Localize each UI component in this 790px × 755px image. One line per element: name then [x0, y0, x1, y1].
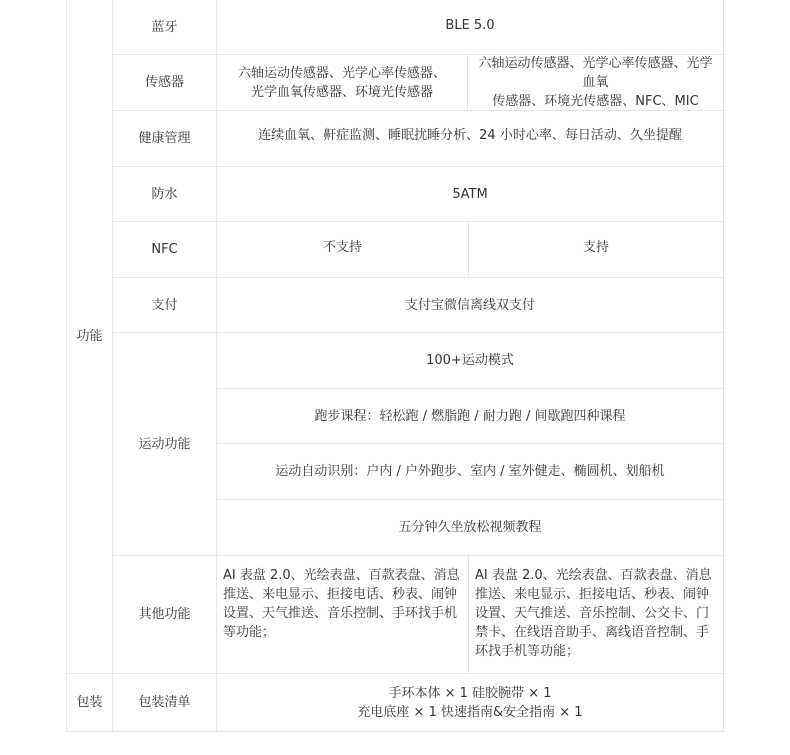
- row-value-sports-1: [217, 333, 724, 389]
- value-text: 连续血氧、鼾症监测、睡眠扰睡分析、24 小时心率、每日活动、久坐提醒: [258, 128, 682, 143]
- value-line: 光学血氧传感器、环境光传感器: [250, 84, 433, 100]
- category-packaging-label: 包装: [76, 695, 103, 710]
- label-text: 蓝牙: [151, 19, 178, 35]
- row-value-sports-4: [217, 500, 724, 556]
- value-line: 手环本体 × 1 硅胶腕带 × 1: [388, 685, 552, 701]
- label-text: 支付: [151, 297, 178, 313]
- row-value-sports-3: [217, 444, 724, 500]
- value-line: 推送、来电显示、拒接电话、秒表、闹钟: [223, 587, 458, 602]
- value-line: 设置、天气推送、音乐控制、手环找手机: [223, 606, 458, 621]
- row-value-other-right: [469, 556, 724, 674]
- label-text: 传感器: [144, 75, 184, 90]
- value-line: 六轴运动传感器、光学心率传感器、光学血氧: [478, 56, 713, 90]
- row-value-package-list: [217, 674, 724, 732]
- row-label-package-list: [113, 674, 217, 732]
- value-text: 跑步课程：轻松跑 / 燃脂跑 / 耐力跑 / 间歇跑四种课程: [314, 408, 626, 424]
- value-line: AI 表盘 2.0、光绘表盘、百款表盘、消息: [475, 568, 712, 583]
- row-value-payment: [217, 278, 724, 333]
- label-text: 其他功能: [138, 607, 191, 622]
- value-text: 不支持: [322, 240, 362, 255]
- row-value-waterproof: [217, 167, 724, 222]
- value-line: 推送、来电显示、拒接电话、秒表、闹钟: [475, 587, 710, 602]
- row-value-bluetooth: [217, 0, 724, 55]
- value-text: 运动自动识别：户内 / 户外跑步、室内 / 室外健走、椭圆机、划船机: [275, 464, 665, 479]
- row-label-payment: [113, 278, 217, 333]
- value-text: 100+运动模式: [426, 353, 514, 368]
- value-line: 六轴运动传感器、光学心率传感器、: [237, 65, 446, 81]
- label-text: 包装清单: [138, 695, 191, 710]
- row-value-sensors-right: [468, 55, 724, 111]
- value-line: 充电底座 × 1 快速指南&安全指南 × 1: [357, 704, 583, 720]
- value-line: 设置、天气推送、音乐控制、公交卡、门: [475, 606, 710, 621]
- row-value-nfc-right: [469, 222, 724, 278]
- row-value-nfc-left: [217, 222, 469, 278]
- row-label-waterproof: [113, 167, 217, 222]
- row-label-other: [113, 556, 217, 674]
- value-line: 环找手机等功能；: [475, 644, 580, 659]
- row-label-bluetooth: [113, 0, 217, 55]
- value-text: BLE 5.0: [445, 17, 495, 33]
- value-text: 支持: [582, 240, 609, 255]
- row-value-other-left: [217, 556, 469, 674]
- row-label-sports: [113, 333, 217, 556]
- category-function: [67, 0, 113, 674]
- label-text: NFC: [151, 242, 178, 257]
- category-packaging: [67, 674, 113, 732]
- value-line: 等功能；: [223, 625, 276, 640]
- row-value-health: [217, 111, 724, 167]
- label-text: 健康管理: [138, 131, 191, 146]
- value-text: 5ATM: [452, 186, 488, 202]
- value-line: 禁卡、在线语音助手、离线语音控制、手: [475, 625, 710, 640]
- row-label-health: [113, 111, 217, 167]
- value-text: 支付宝微信离线双支付: [404, 297, 535, 313]
- value-line: 传感器、环境光传感器、NFC、MIC: [492, 94, 699, 109]
- label-text: 防水: [151, 186, 178, 202]
- row-value-sensors-left: [217, 55, 468, 111]
- row-label-nfc: [113, 222, 217, 278]
- label-text: 运动功能: [138, 436, 191, 452]
- row-label-sensors: [113, 55, 217, 111]
- category-function-label: 功能: [76, 329, 103, 344]
- value-line: AI 表盘 2.0、光绘表盘、百款表盘、消息: [223, 568, 460, 583]
- value-text: 五分钟久坐放松视频教程: [398, 520, 542, 535]
- row-value-sports-2: [217, 389, 724, 444]
